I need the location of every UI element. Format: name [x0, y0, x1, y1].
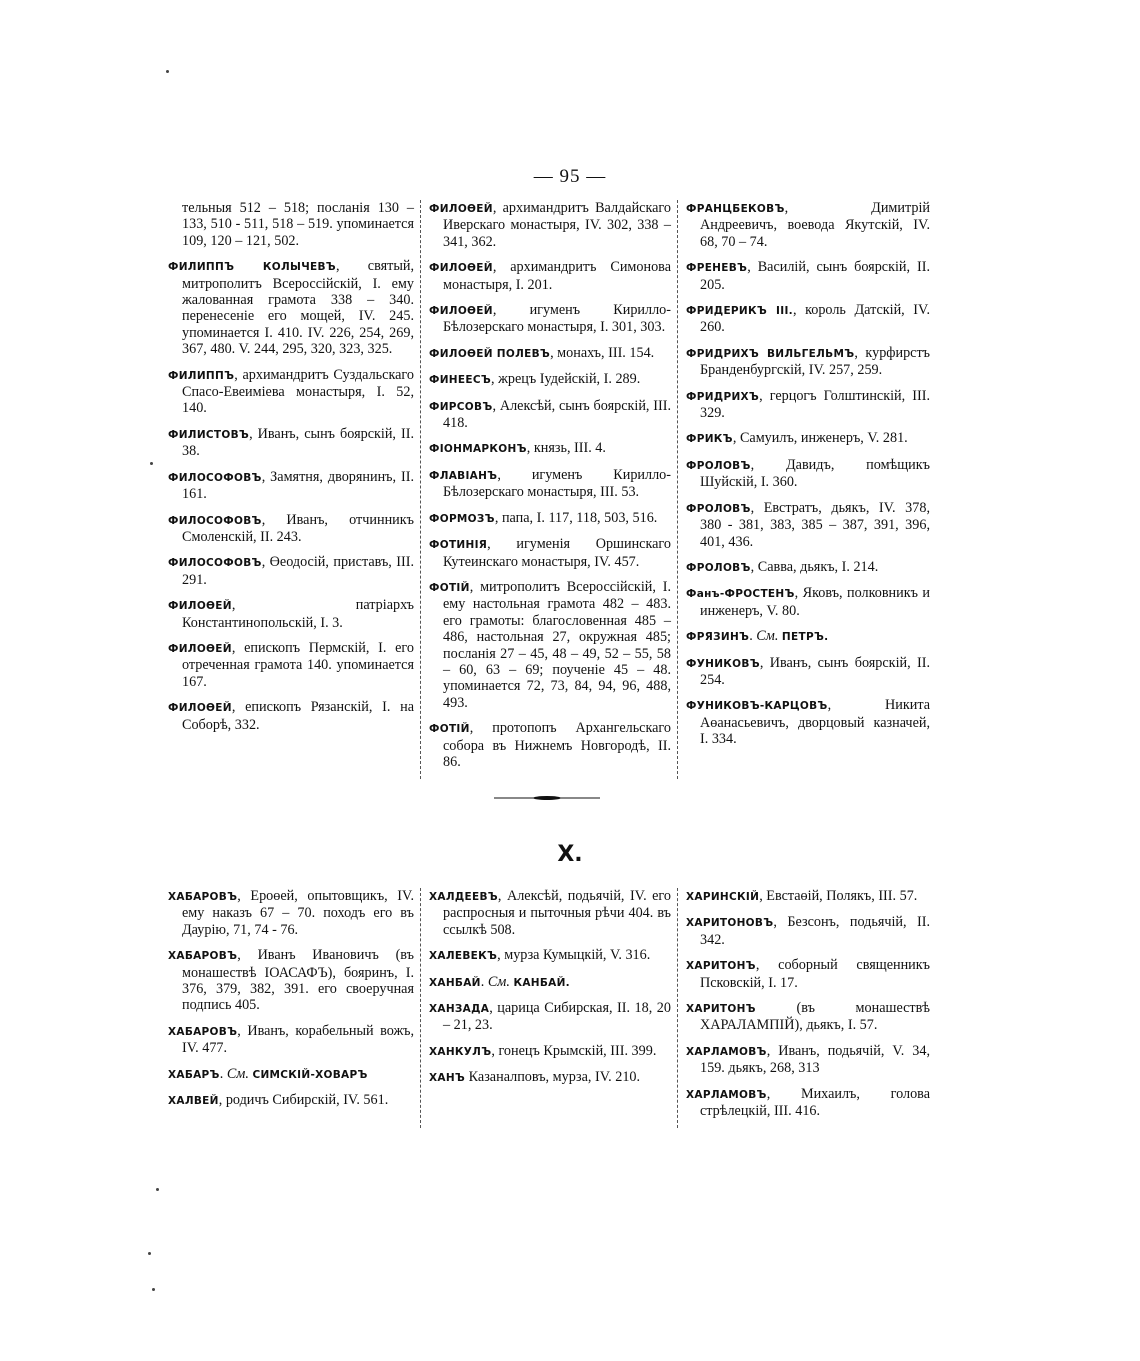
- entry-text: , князь, III. 4.: [526, 440, 606, 457]
- entry-headword: ФИЛОӨЕЙ: [168, 600, 232, 613]
- index-entry: [168, 200, 414, 249]
- section-letter: Х.: [557, 842, 583, 867]
- entry-headword: ФИЛОӨЕЙ: [429, 203, 493, 215]
- index-entry: [686, 1043, 930, 1077]
- entry-headword: ФУНИКОВЪ-КАРЦОВЪ: [686, 700, 828, 713]
- entry-text: , епископъ Рязанскій, I. на Соборѣ, 332.: [182, 699, 414, 733]
- entry-headword: ФИЛОӨЕЙ: [429, 305, 493, 318]
- entry-text: , Алексѣй, подьячій, IV. его распросныя и пыточныя рѣчи 404. въ ссылкѣ 508.: [443, 888, 671, 938]
- entry-headword: ФИЛОӨЕЙ: [168, 642, 232, 655]
- entry-text: , гонецъ Крымскій, III. 399.: [491, 1042, 657, 1059]
- index-column: [420, 888, 677, 1128]
- index-entry: [429, 974, 671, 991]
- entry-text: , Иванъ Ивановичъ (въ монашествѣ ІОАСАФЪ), бояринъ, I. 376, 379, 382, 391. его своеручная подпись 405.: [182, 947, 414, 1014]
- index-entry: [168, 640, 414, 690]
- entry-text: , герцогъ Голштинскій, III. 329.: [700, 387, 930, 422]
- entry-text: , Иванъ, корабельный вожъ, IV. 477.: [182, 1022, 414, 1057]
- entry-headword: ФРИКЪ: [686, 433, 733, 446]
- entry-text: , Алексѣй, сынъ боярскій, III. 418.: [443, 397, 671, 432]
- entry-see-ref: См.: [756, 628, 782, 645]
- entry-see-ref: См.: [226, 1065, 253, 1082]
- entry-text: , епископъ Пермскій, I. его отреченная грамота 140. упоминается 167.: [182, 639, 414, 690]
- scan-speck: [150, 462, 153, 465]
- entry-headword: ФРЯЗИНЪ: [686, 631, 750, 644]
- index-entry: [686, 888, 930, 905]
- index-entry: [686, 914, 930, 948]
- index-column: [677, 888, 930, 1128]
- index-entry: [429, 345, 671, 362]
- index-entry: [686, 1086, 930, 1120]
- index-entry: [429, 440, 671, 457]
- entry-text: , митрополитъ Всероссійскій, I. ему настольная грамота 482 – 483. его грамоты: благословенная 485 – 486, настольная 27, окружная 485; посланія 27 – 45, 48 – 49, 52 – 55, 58 – 60, 63 – 69; поученіе 45 – 48. упоминается 72, 73, 84, 94, 96, 488, 493.: [443, 578, 671, 711]
- index-entry: [686, 628, 930, 645]
- index-entry: [168, 947, 414, 1014]
- index-entry: [686, 302, 930, 336]
- entry-headword: ФИЛИСТОВЪ: [168, 428, 250, 441]
- entry-headword: ХАЛДЕЕВЪ: [429, 891, 498, 903]
- index-entry: [429, 371, 671, 388]
- entry-text: , Иванъ, сынъ боярскій, II. 254.: [700, 654, 930, 688]
- entry-see-target: КАНБАЙ.: [513, 976, 570, 989]
- index-entry: [168, 367, 414, 417]
- entry-text: , Иванъ, сынъ боярскій, II. 38.: [182, 425, 414, 460]
- entry-text: , жрецъ Іудейскій, I. 289.: [491, 371, 641, 388]
- index-entry: [429, 1069, 671, 1086]
- entry-see-target: ПЕТРЪ.: [781, 631, 829, 644]
- entry-text: , Давидъ, помѣщикъ Шуйскій, I. 360.: [700, 456, 930, 491]
- index-entry: [429, 888, 671, 938]
- index-entry: [686, 697, 930, 747]
- index-entry: [429, 398, 671, 432]
- entry-headword: Фанъ-ФРОСТЕНЪ: [686, 588, 795, 601]
- entry-text: , соборный священникъ Псковскій, I. 17.: [700, 957, 930, 991]
- index-entry: [686, 430, 930, 447]
- entry-headword: ХАЛЕВЕКЪ: [429, 950, 498, 963]
- entry-text: , архимандритъ Суздальскаго Спасо-Евеиміева монастыря, I. 52, 140.: [182, 366, 414, 417]
- entry-headword: ФРОЛОВЪ: [686, 459, 751, 472]
- entry-headword: ХАЛВЕЙ: [168, 1095, 219, 1108]
- entry-headword: ХАРЛАМОВЪ: [686, 1045, 767, 1058]
- ornamental-divider: [494, 796, 600, 800]
- entry-headword: ХАРИТОНЪ: [686, 960, 756, 973]
- entry-text: , Евстратъ, дьякъ, IV. 378, 380 - 381, 383, 385 – 387, 391, 396, 401, 436.: [700, 499, 930, 550]
- entry-text: , Өеодосій, приставъ, III. 291.: [182, 554, 414, 588]
- entry-headword: ХАНБАЙ: [429, 976, 481, 989]
- entry-text: , Евстаөій, Полякъ, III. 57.: [759, 888, 918, 904]
- entry-text: , Безсонъ, подьячій, II. 342.: [700, 914, 930, 948]
- index-column: [168, 200, 420, 779]
- entry-text: , король Датскій, IV. 260.: [700, 302, 930, 336]
- index-entry: [686, 457, 930, 491]
- entry-headword: ФОТІЙ: [429, 723, 470, 736]
- index-entry: [686, 655, 930, 689]
- index-entry: [686, 200, 930, 250]
- index-entry: [429, 1043, 671, 1060]
- entry-headword: ФРИДРИХЪ ВИЛЬГЕЛЬМЪ: [686, 347, 855, 360]
- entry-headword: ФРОЛОВЪ: [686, 502, 751, 515]
- index-entry: [168, 554, 414, 588]
- entry-headword: ФИЛОСОФОВЪ: [168, 557, 262, 570]
- entry-text: .: [219, 1065, 227, 1082]
- entry-headword: ХАБАРОВЪ: [168, 891, 238, 903]
- entry-text: .: [749, 628, 757, 645]
- entry-text: , Никита Аөанасьевичъ, дворцовый казначей, I. 334.: [700, 697, 930, 748]
- entry-headword: ФИРСОВЪ: [429, 400, 493, 413]
- index-column: [420, 200, 677, 779]
- entry-text: , патріархъ Константинопольскій, I. 3.: [182, 597, 414, 631]
- entry-headword: ФИЛИППЪ КОЛЫЧЕВЪ: [168, 261, 336, 274]
- entry-text: , Замятня, дворянинъ, II. 161.: [182, 468, 414, 503]
- scan-speck: [166, 70, 169, 73]
- entry-text: , игуменъ Кирилло-Бѣлозерскаго монастыря, I. 301, 303.: [443, 302, 671, 336]
- entry-headword: ХАНЗАДА: [429, 1003, 490, 1016]
- index-entry: [168, 258, 414, 357]
- entry-headword: ХАБАРОВЪ: [168, 1025, 238, 1038]
- index-entry: [429, 510, 671, 527]
- scan-speck: [156, 1188, 159, 1191]
- index-entry: [686, 585, 930, 619]
- entry-text: , святый, митрополитъ Всероссійскій, I. ему жалованная грамота 338 – 340. перенесеніе его мощей, IV. 245. упоминается I. 410. IV. 226, 254, 269, 367, 480. V. 244, 295, 320, 323, 325.: [182, 258, 414, 358]
- entry-headword: ФРИДРИХЪ: [686, 390, 760, 403]
- index-entry: [168, 469, 414, 503]
- entry-text: , игуменъ Кирилло-Бѣлозерскаго монастыря, III. 53.: [443, 466, 671, 501]
- entry-see-ref: См.: [487, 973, 514, 990]
- entry-text: , папа, I. 117, 118, 503, 516.: [494, 509, 658, 526]
- entry-text: , протопопъ Архангельскаго собора въ Нижнемъ Новгородѣ, II. 86.: [443, 720, 671, 770]
- entry-text: , Иванъ, подьячій, V. 34, 159. дьякъ, 268, 313: [700, 1042, 930, 1077]
- entry-text: , Савва, дьякъ, I. 214.: [750, 558, 879, 575]
- index-column: [677, 200, 930, 779]
- index-entry: [686, 500, 930, 550]
- entry-text: , архимандритъ Валдайскаго Иверскаго монастыря, IV. 302, 338 – 341, 362.: [443, 200, 671, 250]
- index-entry: [686, 388, 930, 422]
- scan-speck: [148, 1252, 151, 1255]
- entry-headword: ФИЛОСОФОВЪ: [168, 471, 262, 484]
- index-entry: [429, 579, 671, 711]
- entry-headword: ФИНЕЕСЪ: [429, 374, 492, 387]
- index-entry: [168, 1023, 414, 1057]
- entry-text: .: [480, 973, 488, 990]
- entry-headword: ФОТІЙ: [429, 581, 470, 594]
- index-section-f: [168, 200, 930, 779]
- index-entry: [686, 559, 930, 576]
- index-entry: [429, 536, 671, 570]
- entry-headword: ФОРМОЗЪ: [429, 512, 495, 525]
- entry-headword: ХАБАРЪ: [168, 1068, 220, 1081]
- entry-text: , Яковъ, полковникъ и инженеръ, V. 80.: [700, 585, 930, 619]
- index-entry: [168, 512, 414, 546]
- entry-text: (въ монашествѣ ХАРАЛАМПІЙ), дьякъ, I. 57.: [700, 1000, 930, 1034]
- index-entry: [429, 467, 671, 501]
- index-entry: [686, 1000, 930, 1034]
- index-section-x: [168, 888, 930, 1128]
- index-entry: [168, 1092, 414, 1109]
- index-entry: [429, 200, 671, 250]
- entry-headword: ФОТИНІЯ: [429, 539, 488, 552]
- entry-text: , Самуилъ, инженеръ, V. 281.: [732, 430, 908, 447]
- entry-headword: ФРЕНЕВЪ: [686, 262, 748, 275]
- index-entry: [686, 345, 930, 379]
- entry-text: , Димитрій Андреевичъ, воевода Якутскій, IV. 68, 70 – 74.: [700, 200, 930, 250]
- entry-text: , Ероөей, опытовщикъ, IV. ему наказъ 67 – 70. походъ его въ Даурію, 71, 74 - 76.: [182, 888, 414, 938]
- index-entry: [429, 302, 671, 336]
- index-entry: [168, 1066, 414, 1083]
- entry-headword: ХАРИНСКІЙ: [686, 891, 760, 903]
- entry-text: Казаналповъ, мурза, IV. 210.: [465, 1069, 641, 1086]
- entry-headword: ХАНКУЛЪ: [429, 1045, 492, 1058]
- entry-text: , архимандритъ Симонова монастыря, I. 201.: [443, 259, 671, 293]
- index-entry: [168, 888, 414, 938]
- entry-headword: ХАРИТОНОВЪ: [686, 917, 774, 930]
- entry-headword: ФРОЛОВЪ: [686, 561, 751, 574]
- entry-headword: ХАБАРОВЪ: [168, 950, 238, 963]
- index-entry: [168, 699, 414, 733]
- entry-text: , курфирстъ Бранденбургскій, IV. 257, 259.: [700, 344, 930, 379]
- index-entry: [429, 1000, 671, 1034]
- index-entry: [686, 957, 930, 991]
- index-column: [168, 888, 420, 1128]
- entry-headword: ФИЛОӨЕЙ: [429, 262, 493, 275]
- entry-text: , Михаилъ, голова стрѣлецкій, III. 416.: [700, 1085, 930, 1120]
- scan-speck: [152, 1288, 155, 1291]
- entry-headword: ФИЛОӨЕЙ: [168, 702, 232, 715]
- page-number: — 95 —: [533, 166, 607, 187]
- entry-headword: ФРАНЦБЕКОВЪ: [686, 203, 785, 215]
- entry-text: , монахъ, III. 154.: [550, 344, 655, 361]
- entry-headword: ХАРИТОНЪ: [686, 1003, 756, 1016]
- entry-headword: ФЛАВІАНЪ: [429, 469, 498, 482]
- entry-text: , игуменія Оршинскаго Кутеинскаго монастыря, IV. 457.: [443, 536, 671, 570]
- entry-text: , царица Сибирская, II. 18, 20 – 21, 23.: [443, 1000, 671, 1034]
- entry-headword: ФРИДЕРИКЪ III.: [686, 305, 793, 318]
- index-entry: [168, 597, 414, 631]
- entry-headword: ФІОНМАРКОНЪ: [429, 443, 527, 456]
- entry-see-target: СИМСКІЙ-ХОВАРЪ: [252, 1068, 368, 1081]
- entry-headword: ХАНЪ: [429, 1072, 466, 1085]
- entry-headword: ФУНИКОВЪ: [686, 657, 760, 670]
- entry-headword: ХАРЛАМОВЪ: [686, 1088, 767, 1101]
- index-entry: [168, 426, 414, 460]
- entry-text: , Иванъ, отчинникъ Смоленскій, II. 243.: [182, 511, 414, 545]
- index-entry: [429, 947, 671, 964]
- index-entry: [686, 259, 930, 293]
- entry-headword: ФИЛОСОФОВЪ: [168, 514, 262, 527]
- index-entry: [429, 720, 671, 770]
- entry-text: тельныя 512 – 518; посланія 130 – 133, 510 - 511, 518 – 519. упоминается 109, 120 – 121, 502.: [182, 200, 414, 249]
- entry-text: , мурза Кумыцкій, V. 316.: [497, 947, 651, 964]
- index-entry: [429, 259, 671, 293]
- entry-headword: ФИЛИППЪ: [168, 369, 235, 382]
- entry-text: , Василій, сынъ боярскій, II. 205.: [700, 259, 930, 293]
- entry-text: , родичъ Сибирскій, IV. 561.: [218, 1092, 389, 1109]
- entry-headword: ФИЛОӨЕЙ ПОЛЕВЪ: [429, 347, 551, 360]
